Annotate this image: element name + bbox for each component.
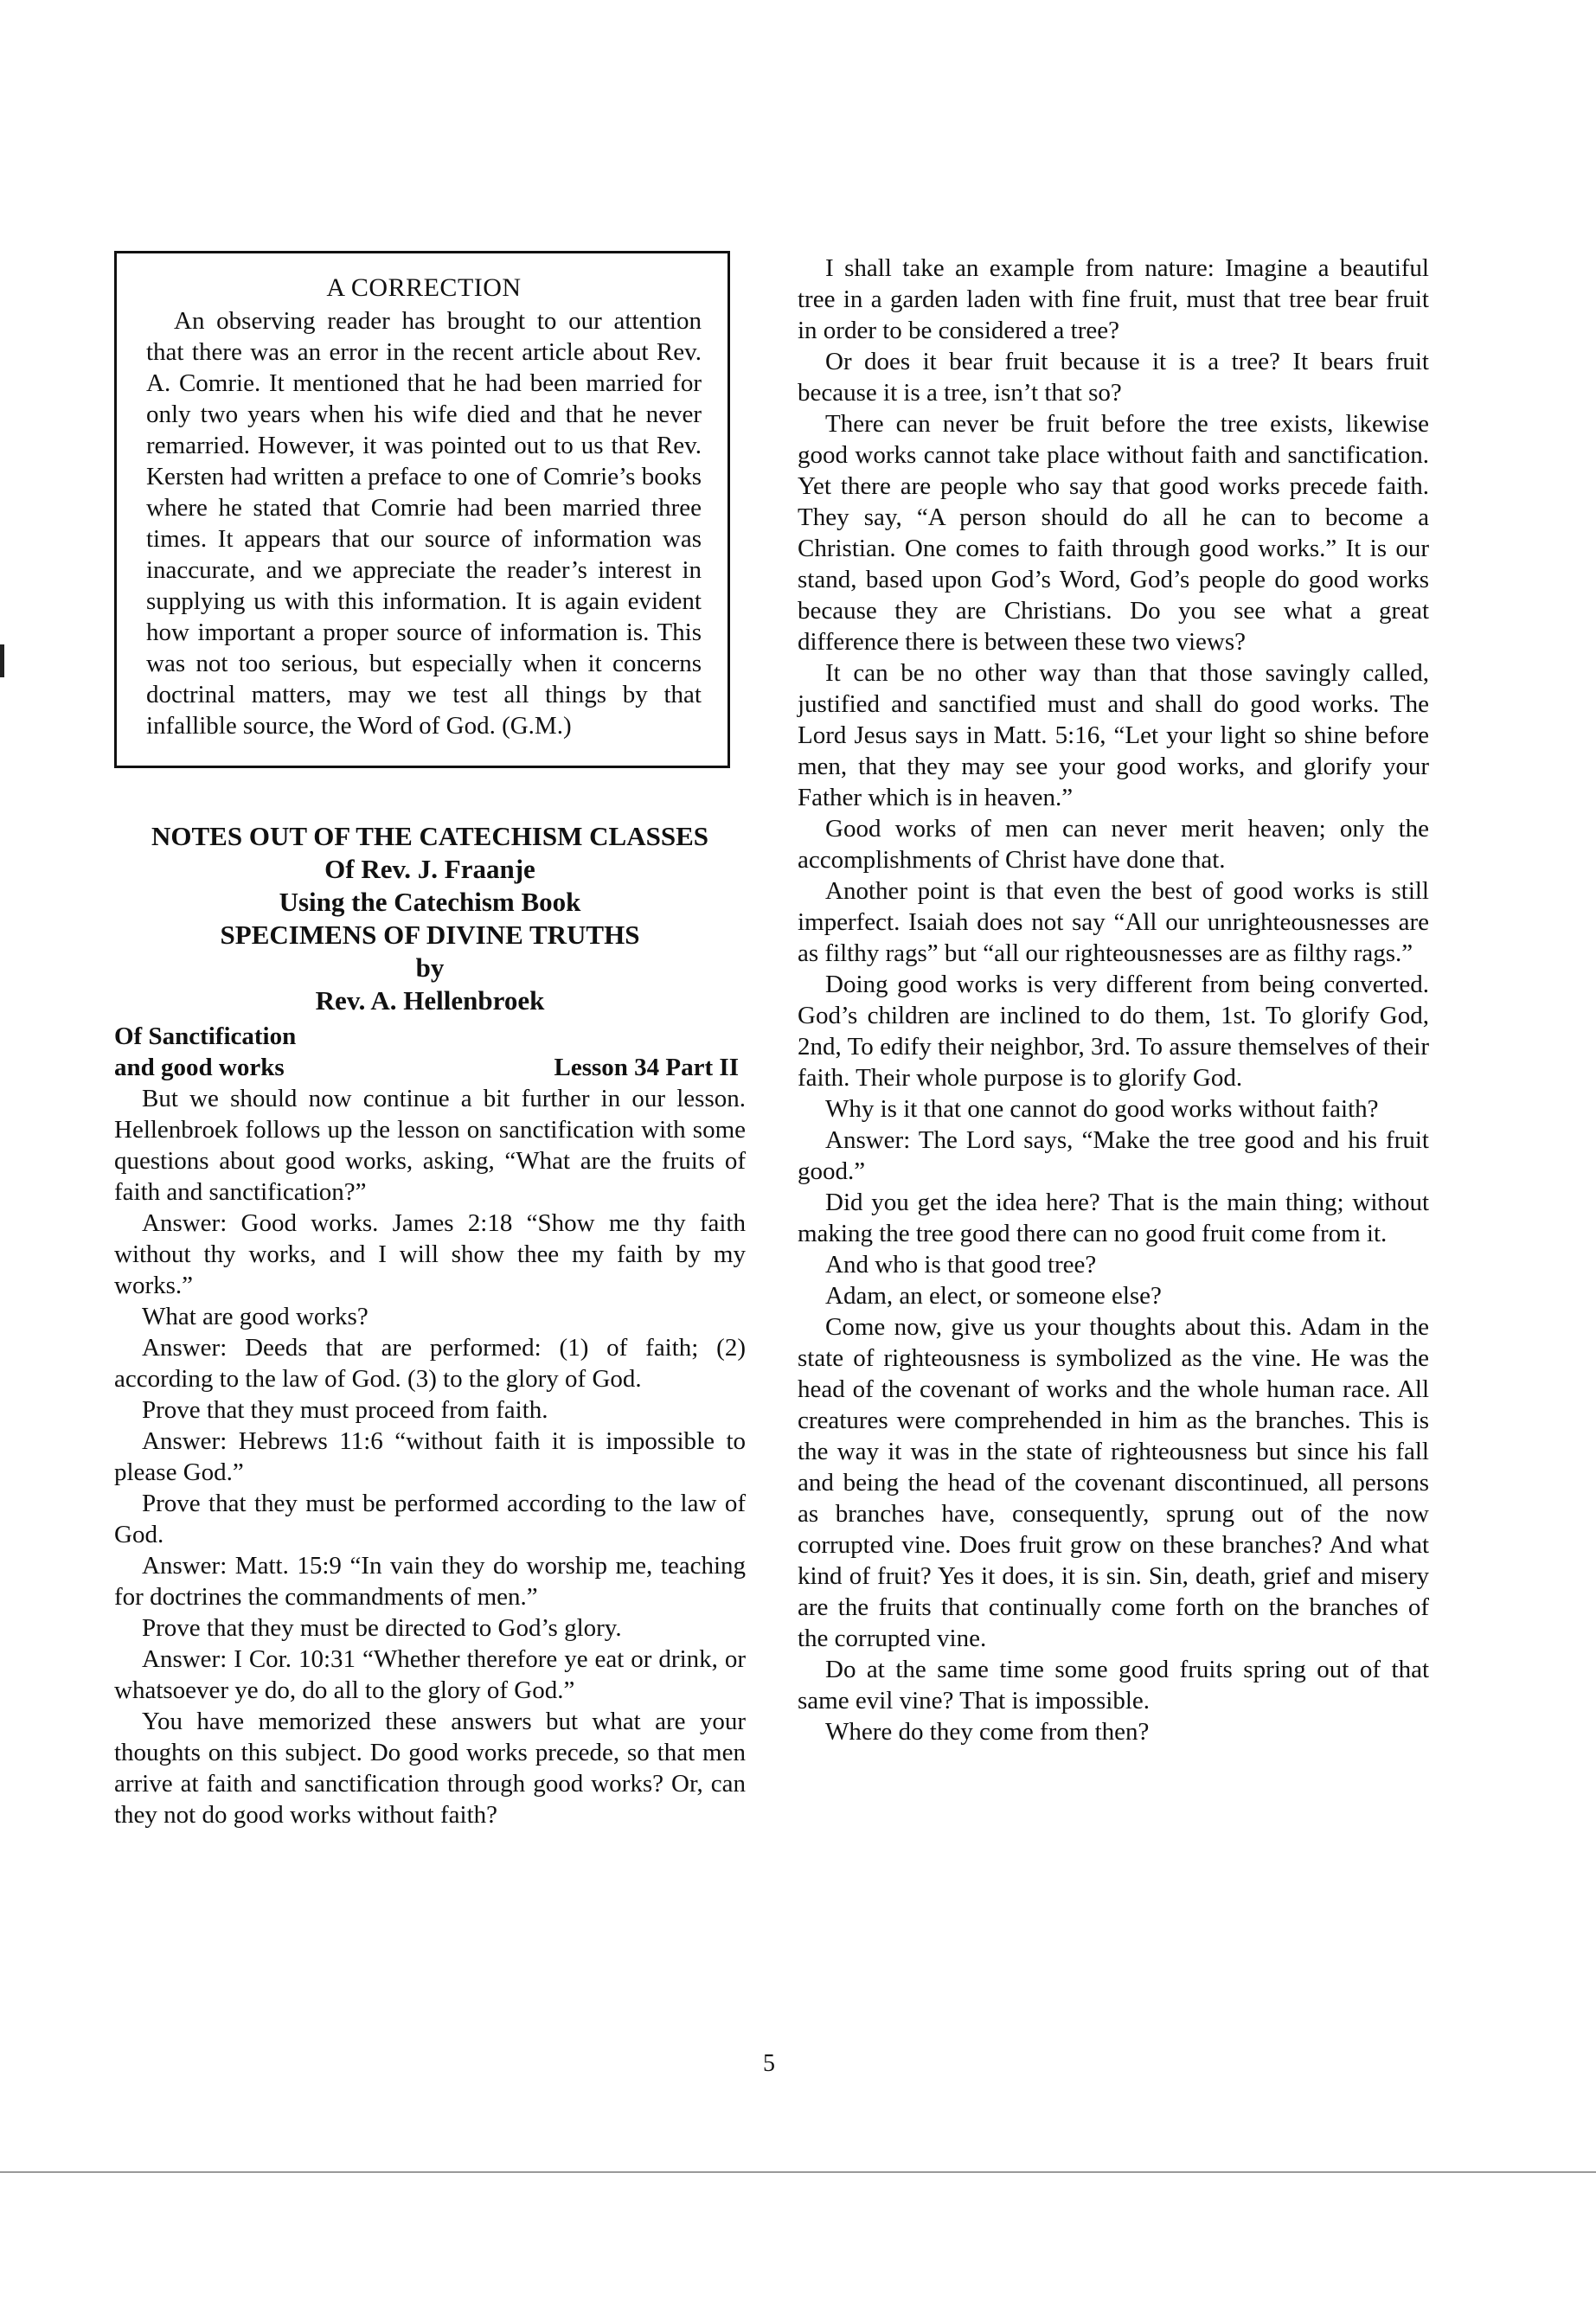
paragraph: Answer: I Cor. 10:31 “Whether therefore ye eat or drink, or whatsoever ye do, do all to the glory of God.”: [114, 1645, 746, 1704]
paragraph: Doing good works is very different from being converted. God’s children are inclined to do them, 1st. To glorify God, 2nd, To edify their neighbor, 3rd. To assure themselves of their faith. Their whole purpose is to glorify God.: [798, 971, 1429, 1092]
paragraph: It can be no other way than that those savingly called, justified and sanctified must and shall do good works. The Lord Jesus says in Matt. 5:16, “Let your light so shine before men, that they may see your good works, and glorify your Father which is in heaven.”: [798, 659, 1429, 811]
notes-heading-book-title: SPECIMENS OF DIVINE TRUTHS: [220, 920, 640, 950]
paragraph: Why is it that one cannot do good works without faith?: [825, 1095, 1379, 1123]
paragraph: But we should now continue a bit further in our lesson. Hellenbroek follows up the lesson on sanctification with some questions about good works, asking, “What are the fruits of faith and sanctification?”: [114, 1085, 746, 1206]
scan-margin-top: [0, 0, 1596, 128]
notes-heading-author: Of Rev. J. Fraanje: [324, 854, 535, 884]
paragraph: Do at the same time some good fruits spring out of that same evil vine? That is impossible.: [798, 1656, 1429, 1715]
paragraph: Prove that they must be directed to God’s glory.: [142, 1614, 622, 1642]
paragraph: Another point is that even the best of good works is still imperfect. Isaiah does not say “All our unrighteousnesses are as filthy rags” but “all our righteousnesses are as filthy rags.”: [798, 877, 1429, 967]
paragraph: Where do they come from then?: [825, 1718, 1150, 1746]
paragraph: Answer: Matt. 15:9 “In vain they do worship me, teaching for doctrines the commandments of men.”: [114, 1552, 746, 1611]
lesson-subject: [114, 1021, 746, 1083]
lesson-label: Lesson 34 Part II: [554, 1054, 739, 1081]
paragraph: Answer: Deeds that are performed: (1) of faith; (2) according to the law of God. (3) to the glory of God.: [114, 1334, 746, 1393]
paragraph: Prove that they must proceed from faith.: [142, 1396, 548, 1424]
paragraph: And who is that good tree?: [825, 1251, 1097, 1279]
subject-line-2: and good works: [114, 1054, 285, 1081]
paragraph: Prove that they must be performed according to the law of God.: [114, 1490, 746, 1548]
paragraph: Answer: Good works. James 2:18 “Show me thy faith without thy works, and I will show thee my faith by my works.”: [114, 1209, 746, 1299]
notes-heading-book: Using the Catechism Book: [279, 887, 581, 917]
paragraph: Did you get the idea here? That is the main thing; without making the tree good there can no good fruit come from it.: [798, 1189, 1429, 1247]
right-column: [798, 253, 1429, 1747]
page-bottom-rule: [0, 2171, 1596, 2173]
notes-heading: [114, 820, 746, 1017]
paragraph: Or does it bear fruit because it is a tree? It bears fruit because it is a tree, isn’t that so?: [798, 348, 1429, 407]
paragraph: Answer: Hebrews 11:6 “without faith it is impossible to please God.”: [114, 1427, 746, 1486]
paragraph: Good works of men can never merit heaven; only the accomplishments of Christ have done that.: [798, 815, 1429, 874]
left-column: [114, 251, 746, 1830]
paragraph: Come now, give us your thoughts about this. Adam in the state of righteousness is symbolized as the vine. He was the head of the covenant of works and the whole human race. All creatures were comprehended in him as the branches. This is the way it was in the state of righteousness but since his fall and being the head of the covenant discontinued, all persons as branches have, consequently, sprung out of the now corrupted vine. Does fruit grow on these branches? And what kind of fruit? Yes it does, it is sin. Sin, death, grief and misery are the fruits that continually come forth on the branches of the corrupted vine.: [798, 1313, 1429, 1652]
paragraph: I shall take an example from nature: Imagine a beautiful tree in a garden laden with fine fruit, must that tree bear fruit in order to be considered a tree?: [798, 254, 1429, 344]
correction-body: An observing reader has brought to our attention that there was an error in the recent article about Rev. A. Comrie. It mentioned that he had been married for only two years when his wife died and that he never remarried. However, it was pointed out to us that Rev. Kersten had written a preface to one of Comrie’s books where he stated that Comrie had been married three times. It appears that our source of information was inaccurate, and we appreciate the reader’s interest in supplying us with this information. It is again evident how important a proper source of information is. This was not too serious, but especially when it concerns doctrinal matters, may we test all things by that infallible source, the Word of God. (G.M.): [146, 307, 702, 740]
notes-heading-title: NOTES OUT OF THE CATECHISM CLASSES: [151, 821, 708, 851]
subject-line-1: Of Sanctification: [114, 1022, 297, 1050]
paragraph: Answer: The Lord says, “Make the tree good and his fruit good.”: [798, 1126, 1429, 1185]
paragraph: Adam, an elect, or someone else?: [825, 1282, 1162, 1310]
paragraph: There can never be fruit before the tree exists, likewise good works cannot take place without faith and sanctification. Yet there are people who say that good works precede faith. They say, “A person should do all he can to become a Christian. One comes to faith through good works.” It is our stand, based upon God’s Word, God’s people do good works because they are Christians. Do you see what a great difference there is between these two views?: [798, 410, 1429, 656]
correction-title: A CORRECTION: [326, 273, 522, 302]
scan-edge-mark: [0, 644, 4, 677]
correction-box: [114, 251, 730, 768]
page-number: 5: [763, 2050, 775, 2077]
notes-heading-book-author: Rev. A. Hellenbroek: [315, 985, 545, 1016]
paragraph: What are good works?: [142, 1303, 369, 1330]
notes-heading-by: by: [415, 952, 445, 983]
left-body: [114, 1083, 746, 1830]
paragraph: You have memorized these answers but what are your thoughts on this subject. Do good works precede, so that men arrive at faith and sanctification through good works? Or, can they not do good works without faith?: [114, 1708, 746, 1829]
